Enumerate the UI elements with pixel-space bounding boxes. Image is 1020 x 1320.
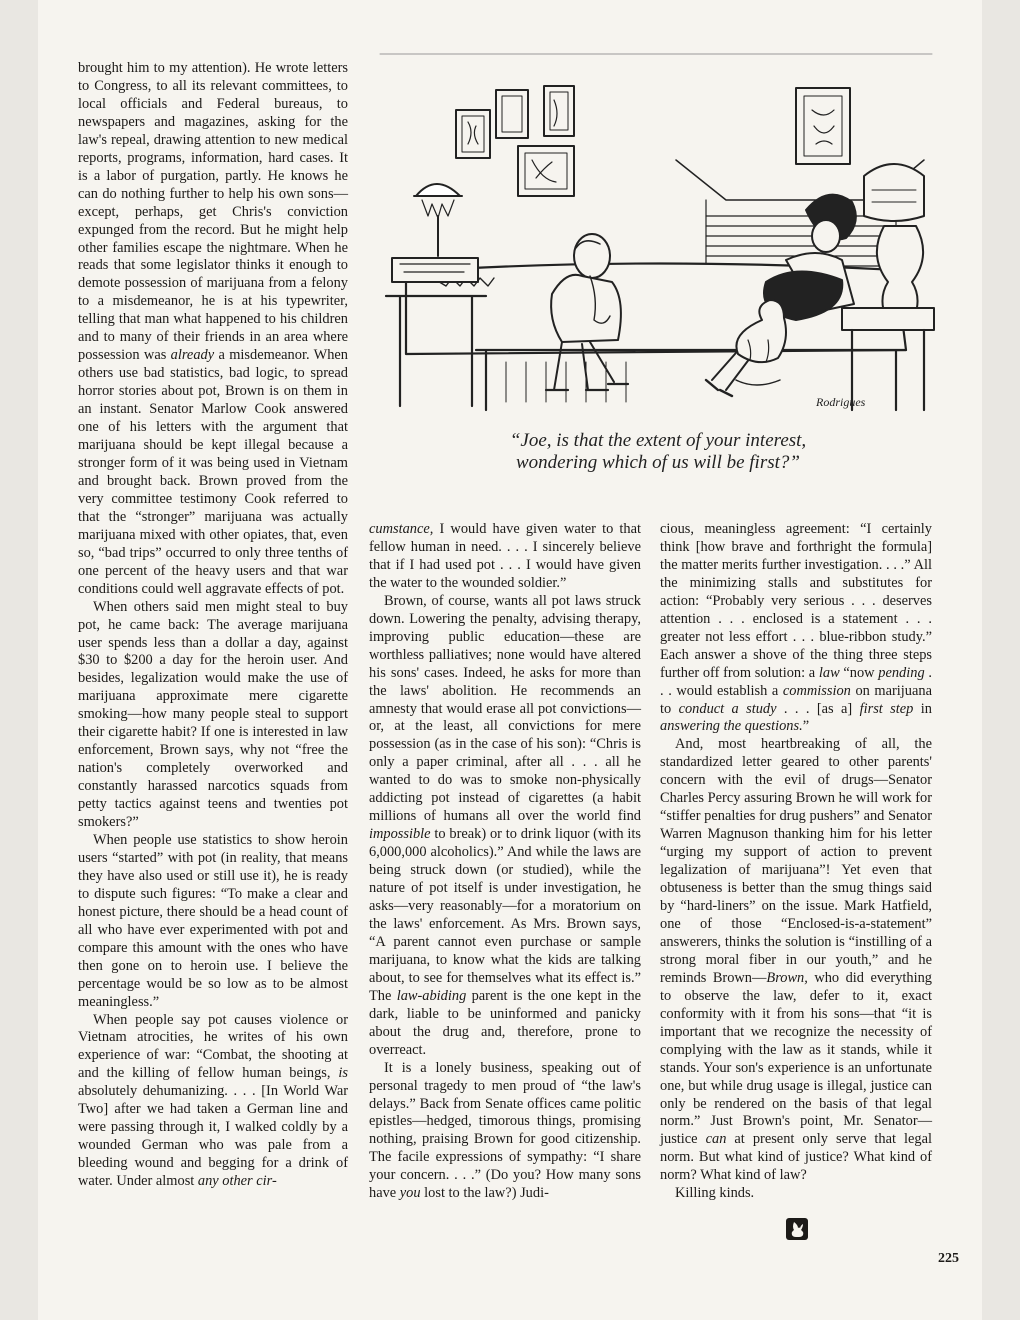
magazine-page xyxy=(38,0,982,1320)
paragraph: It is a lonely business, speaking out of personal tragedy to men proud of “the law's delays.” Back from Senate offices came politic epistles—hedged, timorous things, promising nothing, praising Brown for good citizenship. The facile expressions of sympathy: “I share your concern. . . .” (Do you? How many sons have you lost to the law?) Judi- xyxy=(369,1059,641,1202)
article-column-1 xyxy=(78,60,348,1191)
paragraph: Brown, of course, wants all pot laws struck down. Lowering the penalty, advising therapy, improving public education—these are worthless palliatives; none would have altered his sons' cases. Indeed, he asks for more than the laws' abolition. He recommends an amnesty that would erase all pot convictions—or, at the least, all convictions for mere possession (as in the case of his son): “Chris is only a paper criminal, after all . . . all he wanted to do was to smoke non-physically addicting pot instead of cigarettes (a habit millions of humans all over the world find impossible to break) or to drink liquor (with its 6,000,000 alcoholics).” And while the laws are being struck down (or studied), while the nature of pot itself is under investigation, he asks—very reasonably—for a moratorium on the laws' enforcement. As Mrs. Brown says, “A parent cannot even purchase or sample marijuana, to know what the kids are talking about, to see for themselves what its effect is.” The law-abiding parent is the one kept in the dark, liable to be uninformed and panicky about the drug and, therefore, prone to overreact. xyxy=(369,592,641,1058)
paragraph: cumstance, I would have given water to that fellow human in need. . . . I sincerely believe that if I had used pot . . . I would have given the water to the wounded soldier.” xyxy=(369,521,641,591)
cartoon-caption xyxy=(428,430,888,474)
page-number: 225 xyxy=(938,1251,959,1266)
paragraph: Killing kinds. xyxy=(675,1185,755,1202)
paragraph: When people say pot causes violence or Vietnam atrocities, he writes of his own experience of war: “Combat, the shooting at and the killing of fellow human beings, is absolutely dehumanizing. . . . [In World War Two] after we had taken a German line and were passing through it, I walked coldly by a wounded German who was pale from a bleeding wound and begging for a drink of water. Under almost any other cir- xyxy=(78,1011,348,1190)
paragraph: When people use statistics to show heroin users “started” with pot (in reality, that means they have also used or still use it), he is ready to dispute such figures: “To make a clear and honest picture, there should be a head count of all who have ever experimented with pot and compare this amount with the ones who have then gone on to heroin use. I believe the percentage would be so low as to be almost meaningless.” xyxy=(78,831,348,1010)
article-column-2 xyxy=(369,521,641,1203)
paragraph: And, most heartbreaking of all, the standardized letter geared to other parents' concern with the evil of drugs—Senator Charles Percy assuring Brown he will work for “stiffer penalties for drug pushers” and Senator Warren Magnuson thanking him for his letter “urging my support of action to prevent legalization of marijuana”! Yet even that obtuseness is better than the smug things said by “hard-liners” on the issue. Mark Hatfield, one of those “Enclosed-is-a-statement” answerers, thinks the solution is “instilling of a strong moral fiber in our youth,” and he reminds Brown—Brown, who did everything to observe the law, defer to it, exact conformity with it from his sons—that “it is important that we recognize the necessity of complying with the law as it stands, while it stands. Your son's experience is an unfortunate one, but while drug usage is illegal, justice can only be rendered on the basis of that legal norm.” Just Brown's point, Mr. Senator—justice can at present only serve that legal norm. But what kind of justice? What kind of norm? What kind of law? xyxy=(660,736,932,1184)
article-column-3 xyxy=(660,521,932,1203)
caption-line: “Joe, is that the extent of your interest, xyxy=(509,430,807,451)
paragraph: brought him to my attention). He wrote letters to Congress, to all its relevant committees, to local officials and Federal bureaus, to newspapers and magazines, asking for the law's repeal, drawing attention to new medical reports, programs, information, hard cases. It is a labor of purgation, partly. He knows he can do nothing further to help his own sons—except, perhaps, get Chris's conviction expunged from the record. But he might help other families escape the nightmare. When he reads that some legislator thinks it enough to demote possession of marijuana from a felony to a misdemeanor, he is at his typewriter, telling that man what happened to his children and to many of their friends in an area where possession was already a misdemeanor. When others use bad statistics, bad logic, to spread horror stories about pot, Brown is on them in an instant. Senator Marlow Cook answered one of his letters with the argument that marijuana should be kept illegal because a stronger form of it was being used in Vietnam and brought back. Brown proved from the very committee testimony Cook referred to that the “stronger” marijuana was actually marijuana mixed with other opiates, that, even so, “bad trips” occurred to only three tenths of one percent of the heavy users and that war conditions could well aggravate effects of pot. xyxy=(78,60,348,597)
cartoon-illustration xyxy=(376,50,938,422)
rabbit-head-icon xyxy=(786,1218,808,1240)
paragraph: cious, meaningless agreement: “I certainly think [how brave and forthright the formula] the matter merits further investigation. . . .” All the minimizing stalls and substitutes for action: “Probably very serious . . . deserves attention . . . enclosed is a statement . . . greater not less effort . . . blue-ribbon study.” Each answer a shove of the thing three steps further off from solution: a law “now pending . . . would establish a commission on marijuana to conduct a study . . . [as a] first step in answering the questions.” xyxy=(660,521,932,735)
paragraph: When others said men might steal to buy pot, he came back: The average marijuana user spends less than a dollar a day, against $30 to $200 a day for the heroin user. And besides, legalization would make the use of marijuana approximate mere cigarette smoking—how many people steal to support their cigarette habit? If one is interested in law enforcement, Brown says, why not “free the nation's completely overworked and constantly harassed narcotics squads from petty tactics against teens and twenties pot smokers?” xyxy=(78,598,348,831)
caption-line: wondering which of us will be first?” xyxy=(516,452,800,473)
artist-signature: Rodrigues xyxy=(816,395,866,409)
